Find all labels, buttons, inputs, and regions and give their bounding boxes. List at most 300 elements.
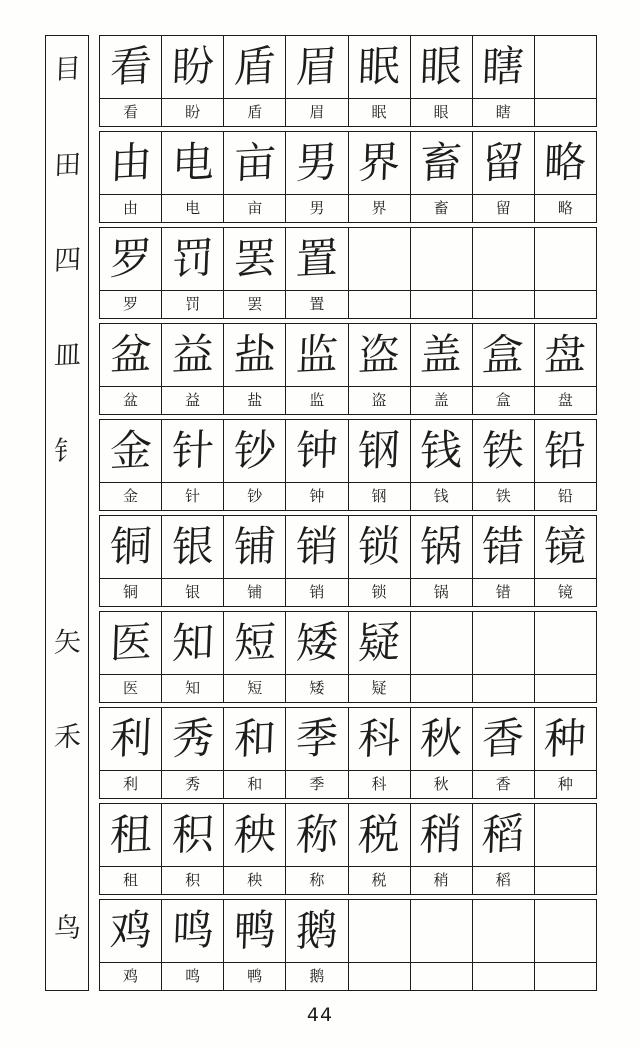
handwritten-character: 钞	[232, 424, 277, 477]
handwritten-character: 罚	[170, 232, 215, 285]
radical-character: 矢	[52, 625, 82, 659]
printed-character-cell	[534, 867, 596, 894]
handwritten-character: 置	[295, 232, 339, 285]
printed-character-cell	[534, 483, 596, 510]
printed-character-cell	[348, 963, 410, 990]
handwritten-character-cell	[161, 132, 223, 194]
handwritten-character: 镜	[543, 520, 588, 573]
printed-character-cell	[161, 867, 223, 894]
handwritten-character: 矮	[295, 616, 339, 669]
printed-character-cell	[285, 963, 347, 990]
printed-character: 盗	[371, 391, 387, 409]
handwritten-character: 和	[232, 712, 277, 765]
handwritten-character-cell	[534, 132, 596, 194]
printed-character: 盘	[557, 391, 573, 409]
printed-row	[100, 290, 596, 318]
handwritten-character-cell	[534, 36, 596, 98]
printed-character: 铅	[557, 487, 573, 505]
handwritten-character-cell	[100, 132, 161, 194]
printed-character-cell	[100, 675, 161, 702]
printed-character: 秀	[185, 775, 201, 793]
printed-character: 盼	[185, 103, 201, 121]
printed-character: 畜	[433, 199, 449, 217]
printed-character-cell	[534, 387, 596, 414]
printed-character: 秧	[247, 871, 263, 889]
handwritten-character: 科	[357, 712, 401, 765]
printed-row	[100, 770, 596, 798]
handwritten-character: 鹅	[295, 904, 339, 957]
handwritten-character-cell	[223, 228, 285, 290]
handwritten-character: 疑	[357, 616, 401, 669]
printed-character-cell	[410, 963, 472, 990]
radical-character: 钅	[52, 435, 82, 468]
printed-character-cell	[100, 867, 161, 894]
printed-character-cell	[472, 195, 534, 222]
handwritten-row	[100, 228, 596, 290]
printed-character: 鸡	[123, 967, 139, 985]
handwritten-character-cell	[472, 228, 534, 290]
handwritten-character-cell	[410, 132, 472, 194]
character-group	[99, 899, 597, 991]
handwritten-character-cell	[472, 612, 534, 674]
printed-character: 钢	[371, 487, 387, 505]
handwritten-character-cell	[534, 804, 596, 866]
printed-character-cell	[348, 579, 410, 606]
handwritten-character-cell	[161, 420, 223, 482]
character-group	[99, 131, 597, 223]
handwritten-character: 畜	[419, 136, 464, 189]
handwritten-character-cell	[410, 36, 472, 98]
handwritten-character-cell	[161, 804, 223, 866]
printed-character: 稍	[433, 871, 449, 889]
radical-label	[46, 704, 88, 799]
radical-label	[46, 36, 88, 131]
handwritten-character-cell	[161, 708, 223, 770]
printed-character-cell	[285, 291, 347, 318]
handwritten-character: 眼	[419, 40, 464, 93]
radical-label	[46, 131, 88, 226]
printed-character: 利	[123, 775, 139, 793]
printed-character-cell	[472, 867, 534, 894]
printed-character: 香	[495, 775, 511, 793]
radical-label	[46, 608, 88, 703]
printed-character-cell	[348, 867, 410, 894]
radical-label	[46, 799, 88, 894]
printed-character: 钟	[309, 487, 325, 505]
handwritten-character: 铁	[481, 424, 526, 477]
printed-character-cell	[348, 387, 410, 414]
handwritten-character-cell	[285, 228, 347, 290]
printed-character: 铺	[247, 583, 263, 601]
printed-character: 罚	[185, 295, 201, 313]
printed-character: 盐	[247, 391, 263, 409]
handwritten-character: 秀	[170, 712, 215, 765]
radical-column	[45, 35, 89, 991]
handwritten-character-cell	[285, 516, 347, 578]
handwritten-row	[100, 36, 596, 98]
handwritten-character: 秧	[232, 808, 277, 861]
printed-character-cell	[534, 99, 596, 126]
character-group	[99, 35, 597, 127]
handwritten-character: 钟	[295, 424, 339, 477]
handwritten-character-cell	[100, 228, 161, 290]
printed-character: 锁	[371, 583, 387, 601]
handwritten-character-cell	[534, 420, 596, 482]
printed-row	[100, 482, 596, 510]
printed-character: 销	[309, 583, 325, 601]
handwritten-character-cell	[348, 516, 410, 578]
printed-row	[100, 866, 596, 894]
handwritten-character-cell	[223, 420, 285, 482]
printed-character: 鸣	[185, 967, 201, 985]
printed-character-cell	[410, 387, 472, 414]
handwritten-character-cell	[348, 612, 410, 674]
handwritten-character: 针	[170, 424, 215, 477]
handwritten-character: 铅	[543, 424, 588, 477]
radical-character: 目	[52, 53, 82, 86]
printed-character-cell	[348, 291, 410, 318]
handwritten-character: 罗	[108, 232, 153, 285]
handwritten-character-cell	[161, 516, 223, 578]
handwritten-character: 盼	[170, 40, 215, 93]
handwritten-character-cell	[472, 36, 534, 98]
printed-character: 季	[309, 775, 325, 793]
printed-character-cell	[534, 675, 596, 702]
printed-character: 科	[371, 775, 387, 793]
printed-character-cell	[472, 99, 534, 126]
handwritten-character-cell	[161, 612, 223, 674]
handwritten-character-cell	[348, 900, 410, 962]
printed-character: 铁	[495, 487, 511, 505]
handwritten-character-cell	[410, 708, 472, 770]
handwritten-character: 盆	[108, 328, 153, 381]
printed-character: 眼	[433, 103, 449, 121]
printed-character: 益	[185, 391, 201, 409]
printed-character-cell	[100, 483, 161, 510]
printed-character: 看	[123, 103, 139, 121]
handwritten-character: 留	[481, 136, 526, 189]
handwritten-character-cell	[100, 324, 161, 386]
handwritten-character: 由	[108, 136, 153, 189]
handwritten-row	[100, 804, 596, 866]
printed-character: 种	[557, 775, 573, 793]
printed-character: 秋	[433, 775, 449, 793]
printed-character-cell	[410, 771, 472, 798]
character-grid	[99, 35, 597, 991]
handwritten-character-cell	[410, 612, 472, 674]
printed-character-cell	[472, 387, 534, 414]
handwritten-character: 盒	[481, 328, 526, 381]
handwritten-character-cell	[534, 324, 596, 386]
printed-character: 短	[247, 679, 263, 697]
handwritten-character-cell	[410, 324, 472, 386]
printed-character-cell	[161, 387, 223, 414]
handwritten-character: 鸭	[232, 904, 277, 957]
printed-character-cell	[534, 963, 596, 990]
handwritten-character-cell	[472, 324, 534, 386]
handwritten-character-cell	[348, 324, 410, 386]
handwritten-character: 种	[543, 712, 588, 765]
printed-character-cell	[285, 483, 347, 510]
handwritten-character-cell	[348, 36, 410, 98]
handwritten-character-cell	[472, 132, 534, 194]
printed-character-cell	[223, 579, 285, 606]
handwritten-character-cell	[100, 36, 161, 98]
printed-character: 鸭	[247, 967, 263, 985]
printed-character-cell	[534, 771, 596, 798]
printed-character-cell	[348, 195, 410, 222]
handwritten-character: 盖	[419, 328, 464, 381]
printed-character: 鹅	[309, 967, 325, 985]
handwritten-character-cell	[285, 132, 347, 194]
handwritten-character-cell	[534, 612, 596, 674]
printed-row	[100, 194, 596, 222]
handwritten-character-cell	[285, 420, 347, 482]
printed-row	[100, 674, 596, 702]
printed-character: 矮	[309, 679, 325, 697]
printed-character: 瞎	[495, 103, 511, 121]
handwritten-character: 租	[108, 808, 153, 861]
printed-character-cell	[223, 387, 285, 414]
radical-character: 四	[52, 244, 82, 277]
handwritten-character: 鸡	[108, 904, 153, 957]
printed-character-cell	[472, 675, 534, 702]
handwritten-character: 益	[170, 328, 215, 381]
printed-character-cell	[161, 771, 223, 798]
handwritten-character: 利	[108, 712, 153, 765]
handwritten-character-cell	[223, 132, 285, 194]
handwritten-character-cell	[161, 900, 223, 962]
handwritten-character-cell	[472, 804, 534, 866]
printed-character: 疑	[371, 679, 387, 697]
handwritten-character: 知	[170, 616, 215, 669]
printed-character: 眠	[371, 103, 387, 121]
character-group	[99, 515, 597, 607]
handwritten-character-cell	[223, 708, 285, 770]
handwritten-character-cell	[472, 900, 534, 962]
printed-character-cell	[161, 963, 223, 990]
printed-character-cell	[534, 579, 596, 606]
handwritten-character-cell	[223, 804, 285, 866]
handwritten-character: 电	[170, 136, 215, 189]
handwritten-character: 积	[170, 808, 215, 861]
printed-character-cell	[410, 291, 472, 318]
printed-character: 眉	[309, 103, 325, 121]
printed-character-cell	[472, 963, 534, 990]
printed-character-cell	[285, 195, 347, 222]
printed-character: 界	[371, 199, 387, 217]
handwritten-character-cell	[223, 36, 285, 98]
handwritten-character: 香	[481, 712, 526, 765]
handwritten-character-cell	[285, 612, 347, 674]
printed-character-cell	[100, 291, 161, 318]
handwritten-character: 略	[543, 136, 588, 189]
handwritten-character: 亩	[232, 136, 277, 189]
handwritten-character: 短	[232, 616, 277, 669]
printed-character-cell	[410, 99, 472, 126]
printed-character-cell	[472, 771, 534, 798]
printed-character-cell	[285, 99, 347, 126]
printed-character-cell	[223, 291, 285, 318]
handwritten-character-cell	[161, 324, 223, 386]
printed-character: 监	[309, 391, 325, 409]
handwritten-character-cell	[534, 708, 596, 770]
printed-character-cell	[100, 387, 161, 414]
printed-character: 针	[185, 487, 201, 505]
handwritten-character-cell	[161, 228, 223, 290]
printed-character: 钞	[247, 487, 263, 505]
handwritten-character: 称	[295, 808, 339, 861]
handwritten-character: 罢	[232, 232, 277, 285]
printed-character: 置	[309, 295, 325, 313]
printed-character: 稻	[495, 871, 511, 889]
page-number: 44	[306, 1004, 334, 1026]
handwritten-row	[100, 132, 596, 194]
printed-character-cell	[410, 483, 472, 510]
printed-character-cell	[223, 195, 285, 222]
handwritten-character: 秋	[419, 712, 464, 765]
printed-character-cell	[100, 99, 161, 126]
printed-character-cell	[223, 867, 285, 894]
handwritten-character-cell	[100, 516, 161, 578]
handwritten-character-cell	[472, 420, 534, 482]
handwritten-character-cell	[410, 900, 472, 962]
printed-character-cell	[410, 195, 472, 222]
printed-character: 和	[247, 775, 263, 793]
printed-character: 铜	[123, 583, 139, 601]
handwritten-character-cell	[100, 612, 161, 674]
handwritten-character-cell	[348, 228, 410, 290]
printed-character: 罢	[247, 295, 263, 313]
printed-character-cell	[100, 963, 161, 990]
handwritten-character: 铺	[232, 520, 277, 573]
handwritten-character-cell	[534, 900, 596, 962]
printed-character-cell	[161, 291, 223, 318]
character-group	[99, 611, 597, 703]
handwritten-character: 瞎	[481, 40, 526, 93]
printed-character: 盆	[123, 391, 139, 409]
handwritten-character-cell	[285, 900, 347, 962]
handwritten-character: 稻	[481, 808, 526, 861]
printed-character-cell	[348, 771, 410, 798]
handwritten-character-cell	[223, 612, 285, 674]
printed-row	[100, 578, 596, 606]
printed-character-cell	[223, 483, 285, 510]
handwritten-character-cell	[223, 516, 285, 578]
printed-character-cell	[472, 291, 534, 318]
printed-character-cell	[348, 483, 410, 510]
radical-label	[46, 895, 88, 990]
handwritten-row	[100, 420, 596, 482]
handwritten-character: 盗	[357, 328, 401, 381]
printed-character-cell	[285, 867, 347, 894]
character-group	[99, 227, 597, 319]
handwritten-row	[100, 516, 596, 578]
handwritten-character: 销	[295, 520, 339, 573]
printed-character-cell	[410, 867, 472, 894]
handwritten-character-cell	[161, 36, 223, 98]
printed-character-cell	[472, 483, 534, 510]
handwritten-character: 季	[295, 712, 339, 765]
printed-character-cell	[161, 99, 223, 126]
printed-row	[100, 98, 596, 126]
printed-character: 罗	[123, 295, 139, 313]
handwritten-character: 监	[295, 328, 339, 381]
printed-character-cell	[410, 579, 472, 606]
printed-character-cell	[100, 771, 161, 798]
printed-character: 略	[557, 199, 573, 217]
handwritten-character-cell	[348, 132, 410, 194]
handwritten-character: 盘	[543, 328, 588, 381]
handwritten-character-cell	[472, 708, 534, 770]
radical-label	[46, 227, 88, 322]
handwritten-character: 银	[170, 520, 215, 573]
printed-character: 钱	[433, 487, 449, 505]
printed-character-cell	[285, 579, 347, 606]
printed-character: 称	[309, 871, 325, 889]
handwritten-character-cell	[348, 804, 410, 866]
printed-character-cell	[161, 195, 223, 222]
printed-character: 亩	[247, 199, 263, 217]
handwritten-character-cell	[285, 804, 347, 866]
handwritten-character-cell	[348, 708, 410, 770]
printed-character: 盖	[433, 391, 449, 409]
handwritten-character: 界	[357, 136, 401, 189]
printed-character: 由	[123, 199, 139, 217]
printed-character: 留	[495, 199, 511, 217]
printed-character-cell	[285, 387, 347, 414]
printed-character: 错	[495, 583, 511, 601]
handwritten-character-cell	[410, 420, 472, 482]
character-group	[99, 323, 597, 415]
character-group	[99, 803, 597, 895]
handwritten-character: 税	[357, 808, 401, 861]
printed-character-cell	[534, 291, 596, 318]
handwritten-character: 稍	[419, 808, 464, 861]
handwritten-character: 盐	[232, 328, 277, 381]
printed-character: 金	[123, 487, 139, 505]
handwritten-character: 男	[295, 136, 339, 189]
handwritten-character: 眠	[357, 40, 401, 93]
printed-row	[100, 386, 596, 414]
printed-row	[100, 962, 596, 990]
handwritten-character-cell	[472, 516, 534, 578]
handwritten-character: 鸣	[170, 904, 215, 957]
printed-character: 医	[123, 679, 139, 697]
handwritten-character-cell	[410, 228, 472, 290]
handwritten-character-cell	[410, 516, 472, 578]
handwritten-character-cell	[223, 324, 285, 386]
printed-character-cell	[285, 771, 347, 798]
radical-label	[46, 418, 88, 513]
radical-character: 田	[52, 148, 82, 182]
printed-character: 税	[371, 871, 387, 889]
handwritten-character: 锁	[357, 520, 401, 573]
handwritten-row	[100, 708, 596, 770]
handwritten-character-cell	[285, 324, 347, 386]
handwritten-row	[100, 900, 596, 962]
radical-character: 禾	[52, 721, 82, 754]
printed-character: 盒	[495, 391, 511, 409]
handwritten-character: 错	[481, 520, 526, 573]
printed-character: 锅	[433, 583, 449, 601]
printed-character: 盾	[247, 103, 263, 121]
printed-character-cell	[223, 963, 285, 990]
printed-character: 知	[185, 679, 201, 697]
printed-character: 镜	[557, 583, 573, 601]
practice-table	[45, 35, 597, 991]
handwritten-character-cell	[348, 420, 410, 482]
